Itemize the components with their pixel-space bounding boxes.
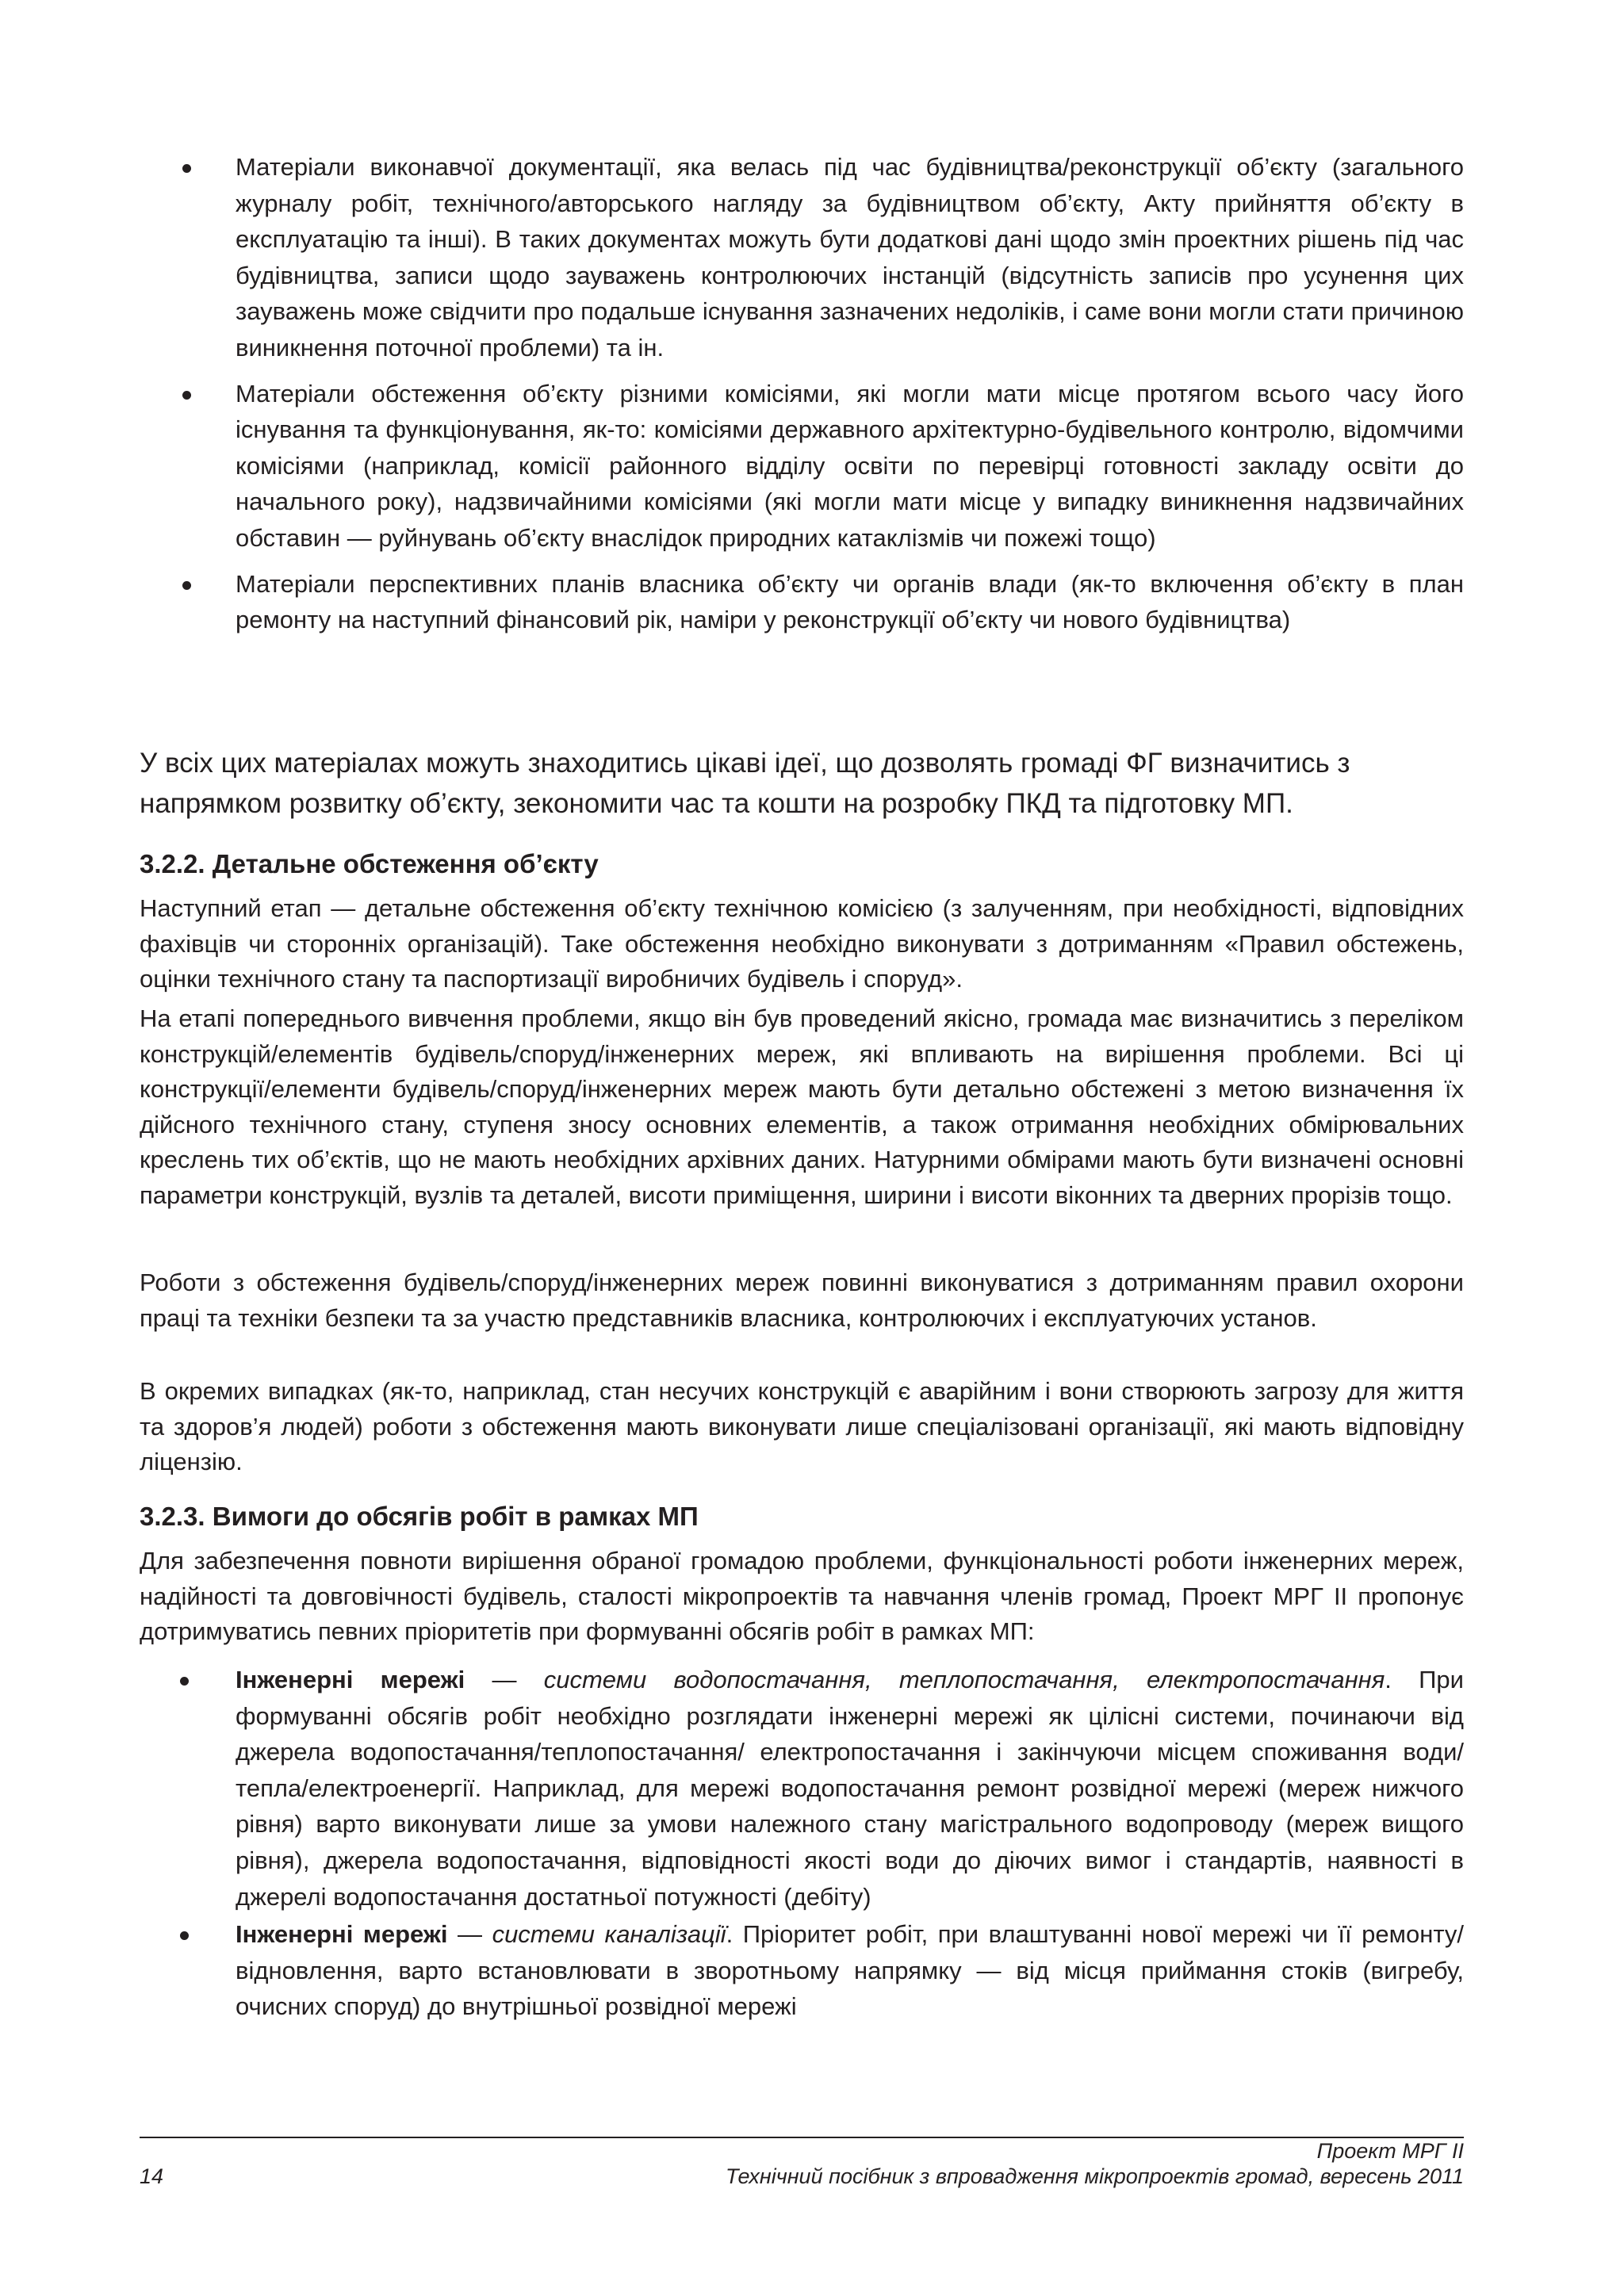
list-item	[140, 566, 1464, 638]
paragraph: На етапі попереднього вивчення проблеми, якщо він був проведений якісно, громада має визначитись з переліком конструкцій/елементів будівель/споруд/інженерних мереж, які впливають на вирішення проблеми. Всі ці конструкції/елементи будівель/споруд/інженерних мереж мають бути детально обстежені з метою визначення їх дійсного технічного стану, ступеня зносу основних елементів, а також отримання необхідних обмірювальних креслень тих об’єктів, що не мають необхідних архівних даних. Натурними обмірами мають бути визначені основні параметри конструкцій, вузлів та деталей, висоти приміщення, ширини і висоти віконних та дверних прорізів тощо.	[140, 1004, 1464, 1209]
section-heading-3-2-2: 3.2.2. Детальне обстеження об’єкту	[140, 849, 599, 878]
item-dash: —	[465, 1666, 544, 1693]
bullet-icon	[180, 1931, 189, 1940]
paragraph: Для забезпечення повноти вирішення обраної громадою проблеми, функціональності роботи інженерних мереж, надійності та довговічності будівель, сталості мікропроектів та навчання членів громад, Проект МРГ II пропонує дотримуватись певних пріоритетів при формуванні обсягів робіт в рамках МП:	[140, 1547, 1464, 1645]
bullet-list-requirements	[140, 1662, 1464, 2026]
footer-title: Технічний посібник з впровадження мікропроектів громад, вересень 2011	[725, 2164, 1464, 2188]
page-number: 14	[140, 2164, 164, 2188]
paragraph: В окремих випадках (як-то, наприклад, стан несучих конструкцій є аварійним і вони створюють загрозу для життя та здоров’я людей) роботи з обстеження мають виконувати лише спеціалізовані організації, які мають відповідну ліцензію.	[140, 1377, 1464, 1475]
list-item-text: Матеріали перспективних планів власника об’єкту чи органів влади (як-то включення об’єкту в план ремонту на наступний фінансовий рік, наміри у реконструкції об’єкту чи нового будівництва)	[236, 569, 1464, 634]
bullet-icon	[182, 581, 191, 590]
item-dash: —	[447, 1920, 492, 1949]
list-item	[140, 1662, 1464, 1915]
intro-paragraph: У всіх цих матеріалах можуть знаходитись цікаві ідеї, що дозволять громаді ФГ визначитись з напрямком розвитку об’єкту, зекономити час та кошти на розробку ПКД та підготовку МП.	[140, 748, 1350, 819]
paragraph: Наступний етап — детальне обстеження об’єкту технічною комісією (з залученням, при необхідності, відповідних фахівців чи сторонніх організацій). Таке обстеження необхідно виконувати з дотриманням «Правил обстежень, оцінки технічного стану та паспортизації виробничих будівель і споруд».	[140, 894, 1464, 993]
item-text: . При формуванні обсягів робіт необхідно розглядати інженерні мережі як цілісні системи, починаючи від джерела водопостачання/теплопостачання/ електропостачання і закінчуючи місцем споживання води/тепла/електроенергії. Наприклад, для мережі водопостачання ремонт розвідної мережі (мереж нижчого рівня) варто виконувати лише за умови належного стану магістрального водопроводу (мереж вищого рівня), джерела водопостачання, відповідності якості води до діючих вимог і стандартів, наявності в джерелі водопостачання достатньої потужності (дебіту)	[236, 1666, 1464, 1911]
item-subject: системи каналізації	[492, 1920, 726, 1949]
item-term: Інженерні мережі	[236, 1666, 465, 1693]
section-heading-3-2-3: 3.2.3. Вимоги до обсягів робіт в рамках МП	[140, 1502, 699, 1531]
item-text: . Пріоритет робіт, при влаштуванні нової мережі чи її ремонту/відновлення, варто встановлювати в зворотньому напрямку — від місця приймання стоків (вигребу, очисних споруд) до внутрішньої розвідної мережі	[236, 1920, 1464, 2021]
bullet-icon	[182, 391, 191, 400]
item-subject: системи водопостачання, теплопостачання, електропостачання	[543, 1666, 1385, 1693]
list-item-text: Матеріали виконавчої документації, яка велась під час будівництва/реконструкції об’єкту (загального журналу робіт, технічного/авторського нагляду за будівництвом об’єкту, Акту прийняття об’єкту в експлуатацію та інші). В таких документах можуть бути додаткові дані щодо змін проектних рішень під час будівництва, записи щодо зауважень контролюючих інстанцій (відсутність записів про усунення цих зауважень може свідчити про подальше існування зазначених недоліків, і саме вони могли стати причиною виникнення поточної проблеми) та ін.	[236, 153, 1464, 362]
item-term: Інженерні мережі	[236, 1920, 448, 1949]
paragraph: Роботи з обстеження будівель/споруд/інженерних мереж повинні виконуватися з дотриманням правил охорони праці та техніки безпеки та за участю представників власника, контролюючих і експлуатуючих установ.	[140, 1269, 1464, 1332]
list-item	[140, 149, 1464, 366]
footer-divider	[140, 2137, 1464, 2138]
list-item-text: Матеріали обстеження об’єкту різними комісіями, які могли мати місце протягом всього часу його існування та функціонування, як-то: комісіями державного архітектурно-будівельного контролю, відомчими комісіями (наприклад, комісії районного відділу освіти по перевірці готовності закладу освіти до начального року), надзвичайними комісіями (які могли мати місце у випадку виникнення надзвичайних обставин — руйнувань об’єкту внаслідок природних катаклізмів чи пожежі тощо)	[236, 379, 1464, 552]
footer-project: Проект МРГ II	[1316, 2139, 1464, 2163]
list-item	[140, 376, 1464, 557]
bullet-icon	[182, 164, 191, 173]
bullet-icon	[180, 1677, 189, 1686]
bullet-list-materials	[140, 149, 1464, 648]
list-item	[140, 1916, 1464, 2025]
